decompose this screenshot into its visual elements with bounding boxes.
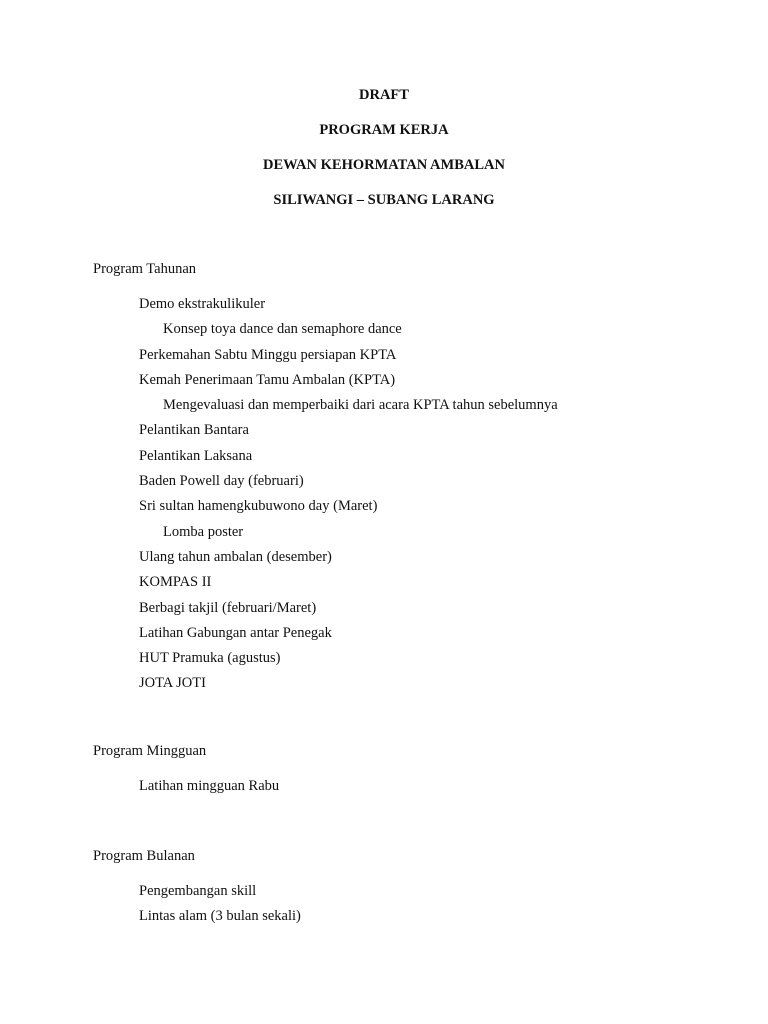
item-text: Konsep toya dance dan semaphore dance — [163, 321, 402, 338]
item-text: Pelantikan Laksana — [139, 447, 253, 464]
item-text: Mengevaluasi dan memperbaiki dari acara KPTA tahun sebelumnya — [163, 397, 558, 414]
item-text: Kemah Penerimaan Tamu Ambalan (KPTA) — [139, 371, 396, 388]
item-text: HUT Pramuka (agustus) — [139, 650, 281, 667]
item-text: Latihan Gabungan antar Penegak — [139, 624, 332, 641]
item-text: Latihan mingguan Rabu — [139, 778, 280, 794]
section-heading-tahunan: Program Tahunan — [93, 261, 197, 277]
item-text: Sri sultan hamengkubuwono day (Maret) — [139, 498, 378, 515]
section-heading-bulanan: Program Bulanan — [93, 848, 195, 864]
item-text: Perkemahan Sabtu Minggu persiapan KPTA — [139, 346, 397, 363]
draft-label: DRAFT — [359, 87, 409, 103]
section-heading-mingguan: Program Mingguan — [93, 743, 207, 759]
item-text: Lomba poster — [163, 523, 244, 540]
item-text: Pelantikan Bantara — [139, 422, 249, 439]
item-text: Lintas alam (3 bulan sekali) — [139, 908, 301, 925]
item-text: Ulang tahun ambalan (desember) — [139, 548, 332, 565]
item-text: KOMPAS II — [139, 574, 212, 591]
item-text: Berbagi takjil (februari/Maret) — [139, 599, 317, 616]
item-text: Pengembangan skill — [139, 883, 257, 899]
document-organization: SILIWANGI – SUBANG LARANG — [273, 192, 495, 208]
item-text: Demo ekstrakulikuler — [139, 296, 266, 312]
item-text: JOTA JOTI — [139, 675, 206, 692]
document-subtitle: DEWAN KEHORMATAN AMBALAN — [263, 157, 505, 173]
item-text: Baden Powell day (februari) — [139, 473, 304, 490]
document-title: PROGRAM KERJA — [319, 122, 449, 138]
